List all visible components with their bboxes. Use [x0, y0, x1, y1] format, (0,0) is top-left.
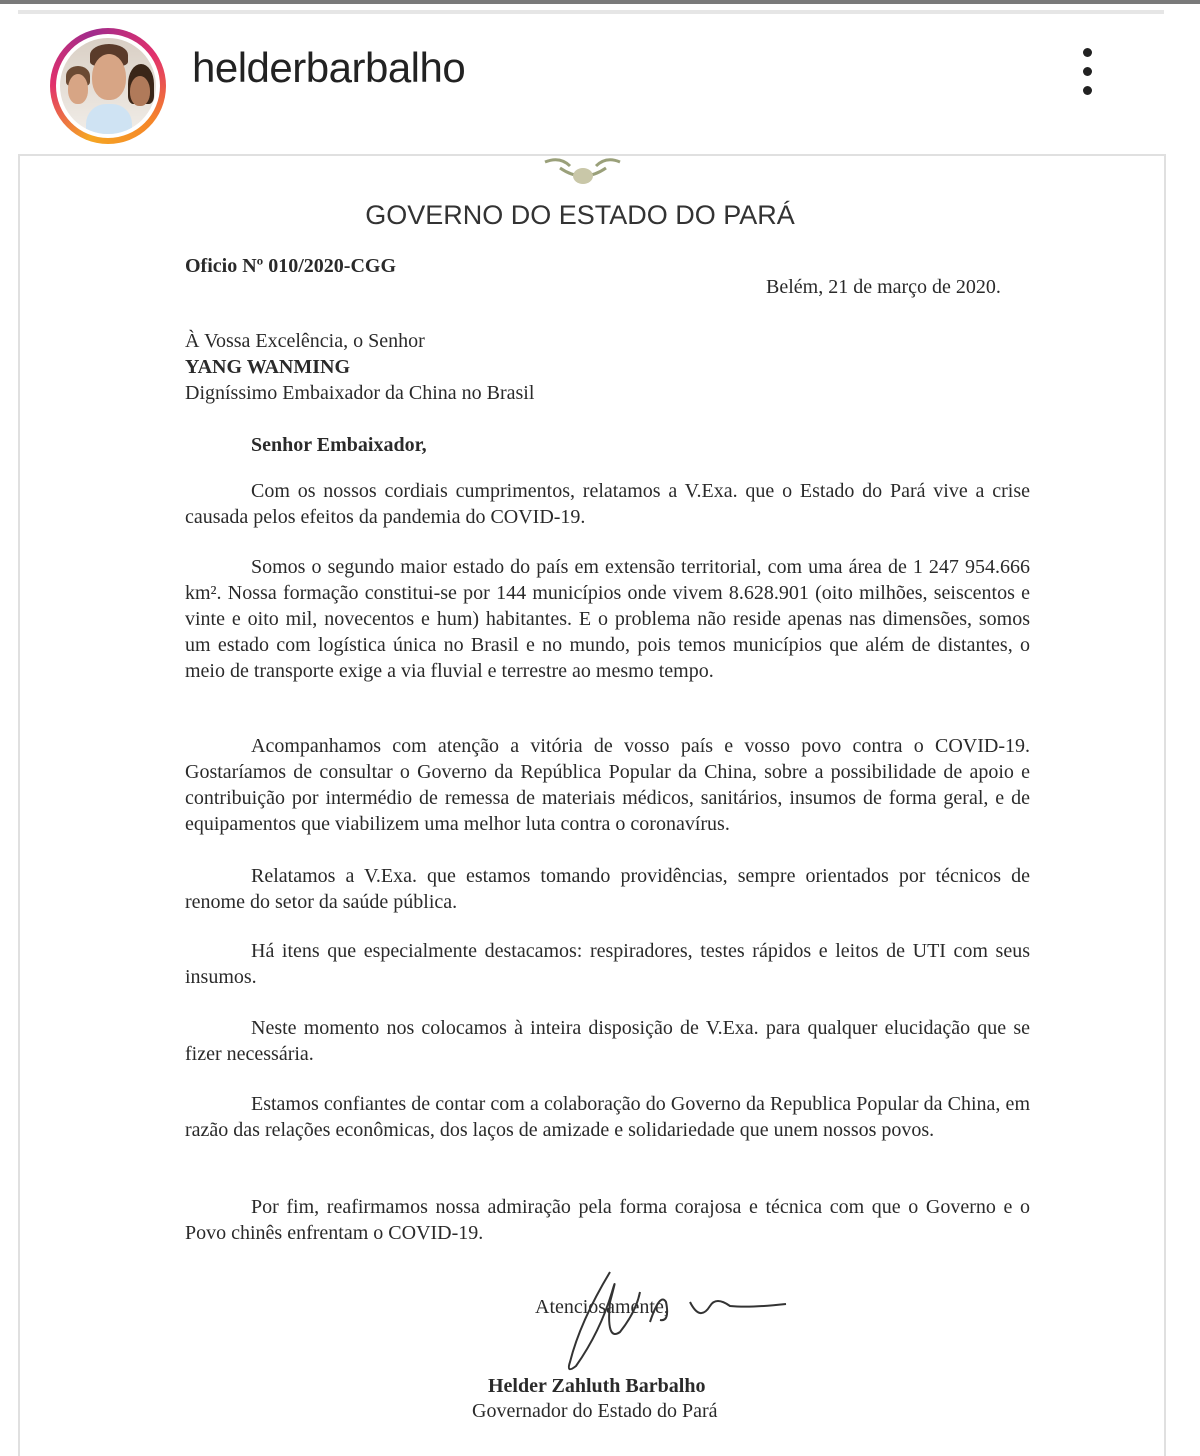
recipient-line: À Vossa Excelência, o Senhor: [185, 330, 425, 352]
post-header: [0, 14, 1200, 144]
paragraph-5: Há itens que especialmente destacamos: respiradores, testes rápidos e leitos de UTI com seus insumos.: [185, 940, 1030, 988]
signer-name: Helder Zahluth Barbalho: [488, 1375, 706, 1397]
profile-avatar[interactable]: [50, 28, 166, 144]
window-top-border: [0, 0, 1200, 4]
letter-heading: GOVERNO DO ESTADO DO PARÁ: [365, 200, 795, 230]
paragraph-1: Com os nossos cordiais cumprimentos, relatamos a V.Exa. que o Estado do Pará vive a crise causada pelos efeitos da pandemia do COVID-19.: [185, 480, 1030, 528]
paragraph-3: Acompanhamos com atenção a vitória de vosso país e vosso povo contra o COVID-19. Gostaríamos de consultar o Governo da República Popular da China, sobre a possibilidade de apoio e contribuição por intermédio de remessa de materiais médicos, sanitários, insumos de forma geral, e de equipamentos que viabilizem uma melhor luta contra o coronavírus.: [185, 735, 1030, 835]
paragraph-7: Estamos confiantes de contar com a colaboração do Governo da Republica Popular da China, em razão das relações econômicas, dos laços de amizade e solidariedade que unem nossos povos.: [185, 1093, 1030, 1141]
paragraph-8: Por fim, reafirmamos nossa admiração pela forma corajosa e técnica com que o Governo e o Povo chinês enfrentam o COVID-19.: [185, 1196, 1030, 1244]
paragraph-2: Somos o segundo maior estado do país em extensão territorial, com uma área de 1 247 954.666 km². Nossa formação constitui-se por 144 municípios onde vivem 8.628.901 (oito milhões, seiscentos e vinte e oito mil, novecentos e hum) habitantes. E o problema não reside apenas nas dimensões, somos um estado com logística única no Brasil e no mundo, pois temos municípios que além de distantes, o meio de transporte exige a via fluvial e terrestre ao mesmo tempo.: [185, 556, 1030, 682]
signer-title: Governador do Estado do Pará: [472, 1400, 718, 1422]
avatar-photo: [60, 38, 156, 134]
username-link[interactable]: helderbarbalho: [192, 44, 466, 91]
closing: Atenciosamente,: [535, 1296, 669, 1318]
recipient-name: YANG WANMING: [185, 356, 351, 378]
signature-icon: [540, 1262, 800, 1382]
recipient-title: Digníssimo Embaixador da China no Brasil: [185, 382, 535, 404]
paragraph-6: Neste momento nos colocamos à inteira disposição de V.Exa. para qualquer elucidação que se fizer necessária.: [185, 1017, 1030, 1065]
reference-number: Oficio Nº 010/2020-CGG: [185, 255, 397, 277]
more-vertical-icon[interactable]: [1078, 48, 1098, 112]
place-date: Belém, 21 de março de 2020.: [766, 276, 1001, 298]
paragraph-4: Relatamos a V.Exa. que estamos tomando providências, sempre orientados por técnicos de renome do setor da saúde pública.: [185, 865, 1030, 913]
coat-of-arms-icon: [540, 154, 626, 186]
salutation: Senhor Embaixador,: [251, 434, 427, 456]
